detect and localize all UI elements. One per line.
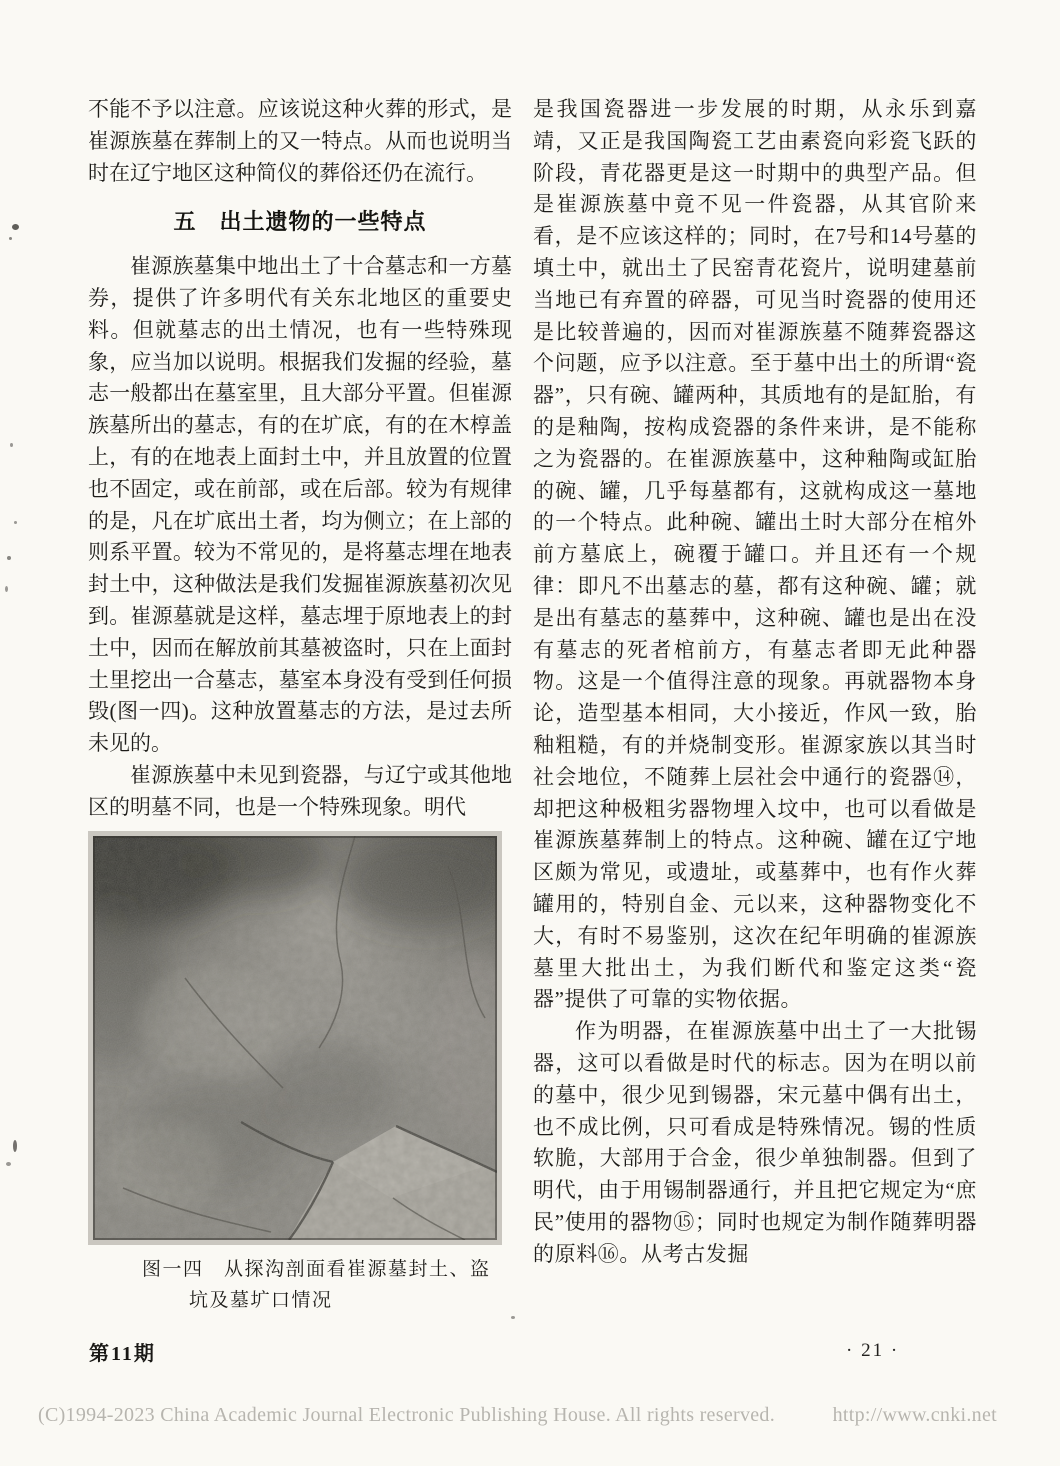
scan-artifact bbox=[511, 1316, 515, 1319]
figure-caption bbox=[88, 1254, 502, 1316]
scan-artifact bbox=[9, 237, 12, 240]
scan-artifact bbox=[12, 224, 19, 230]
watermark-copyright: (C)1994-2023 China Academic Journal Electronic Publishing House. All rights reserved. bbox=[38, 1404, 776, 1426]
paragraph-no-porcelain: 崔源族墓中未见到瓷器，与辽宁或其他地区的明墓不同，也是一个特殊现象。明代 bbox=[88, 762, 512, 819]
scan-artifact bbox=[7, 556, 11, 560]
paragraph-cremation-continued: 不能不予以注意。应该说这种火葬的形式，是崔源族墓在葬制上的又一特点。从而也说明当时在辽宁地区这种简仪的葬俗还仍在流行。 bbox=[88, 97, 512, 185]
figure-photo bbox=[93, 836, 497, 1240]
watermark-url: http://www.cnki.net bbox=[832, 1404, 997, 1426]
page-number: · 21 · bbox=[846, 1340, 900, 1361]
scan-artifact bbox=[5, 586, 8, 592]
figure-14 bbox=[88, 831, 502, 1316]
issue-label: 第11期 bbox=[89, 1343, 156, 1365]
section-heading: 五 出土遗物的一些特点 bbox=[173, 209, 427, 235]
paragraph-tinware: 作为明器，在崔源族墓中出土了一大批锡器，这可以看做是时代的标志。因为在明以前的墓中，很少见到锡器，宋元墓中偶有出土，也不成比例，只可看成是特殊情况。锡的性质软脆，大部用于合金，很少单独制器。但到了明代，由于用锡制器通行，并且把它规定为“庶民”使用的器物⑮；同时也规定为制作随葬明器的原料⑯。从考古发掘 bbox=[533, 1019, 977, 1266]
cnki-watermark bbox=[38, 1404, 997, 1427]
figure-caption-line2: 坑及墓圹口情况 bbox=[189, 1289, 333, 1311]
figure-caption-line1: 图一四 从探沟剖面看崔源墓封土、盗 bbox=[142, 1258, 491, 1280]
scan-artifact bbox=[14, 521, 17, 524]
scan-artifact bbox=[10, 443, 13, 447]
scan-artifact bbox=[13, 1140, 17, 1152]
paragraph-epitaphs: 崔源族墓集中地出土了十合墓志和一方墓券，提供了许多明代有关东北地区的重要史料。但就墓志的出土情况，也有一些特殊现象，应当加以说明。根据我们发掘的经验，墓志一般都出在墓室里，且大部分平置。但崔源族墓所出的墓志，有的在圹底，有的在木椁盖上，有的在地表上面封土中，并且放置的位置也不固定，或在前部，或在后部。较为有规律的是，凡在圹底出土者，均为侧立；在上部的则系平置。较为不常见的，是将墓志埋在地表封土中，这种做法是我们发掘崔源族墓初次见到。崔源墓就是这样，墓志埋于原地表上的封土中，因而在解放前其墓被盗时，只在上面封土里挖出一合墓志，墓室本身没有受到任何损毁(图一四)。这种放置墓志的方法，是过去所未见的。 bbox=[88, 254, 512, 756]
figure-photo-frame bbox=[88, 831, 502, 1245]
right-column bbox=[533, 94, 977, 1270]
scan-artifact bbox=[6, 1162, 11, 1166]
paragraph-porcelain-discussion: 是我国瓷器进一步发展的时期，从永乐到嘉靖，又正是我国陶瓷工艺由素瓷向彩瓷飞跃的阶段，青花器更是这一时期中的典型产品。但是崔源族墓中竟不见一件瓷器，从其官阶来看，是不应该这样的；同时，在7号和14号墓的填土中，就出土了民窑青花瓷片，说明建墓前当地已有弃置的碎器，可见当时瓷器的使用还是比较普遍的，因而对崔源族墓不随葬瓷器这个问题，应予以注意。至于墓中出土的所谓“瓷器”，只有碗、罐两种，其质地有的是缸胎，有的是釉陶，按构成瓷器的条件来讲，是不能称之为瓷器的。在崔源族墓中，这种釉陶或缸胎的碗、罐，几乎每墓都有，这就构成这一墓地的一个特点。此种碗、罐出土时大部分在棺外前方墓底上，碗覆于罐口。并且还有一个规律：即凡不出墓志的墓，都有这种碗、罐；就是出有墓志的墓葬中，这种碗、罐也是出在没有墓志的死者棺前方，有墓志者即无此种器物。这是一个值得注意的现象。再就器物本身论，造型基本相同，大小接近，作风一致，胎釉粗糙，有的并烧制变形。崔源家族以其当时社会地位，不随葬上层社会中通行的瓷器⑭，却把这种极粗劣器物埋入坟中，也可以看做是崔源族墓葬制上的特点。这种碗、罐在辽宁地区颇为常见，或遗址，或墓葬中，也有作火葬罐用的，特别自金、元以来，这种器物变化不大，有时不易鉴别，这次在纪年明确的崔源族墓里大批出土，为我们断代和鉴定这类“瓷器”提供了可靠的实物依据。 bbox=[533, 97, 977, 1012]
left-column bbox=[88, 94, 512, 1316]
